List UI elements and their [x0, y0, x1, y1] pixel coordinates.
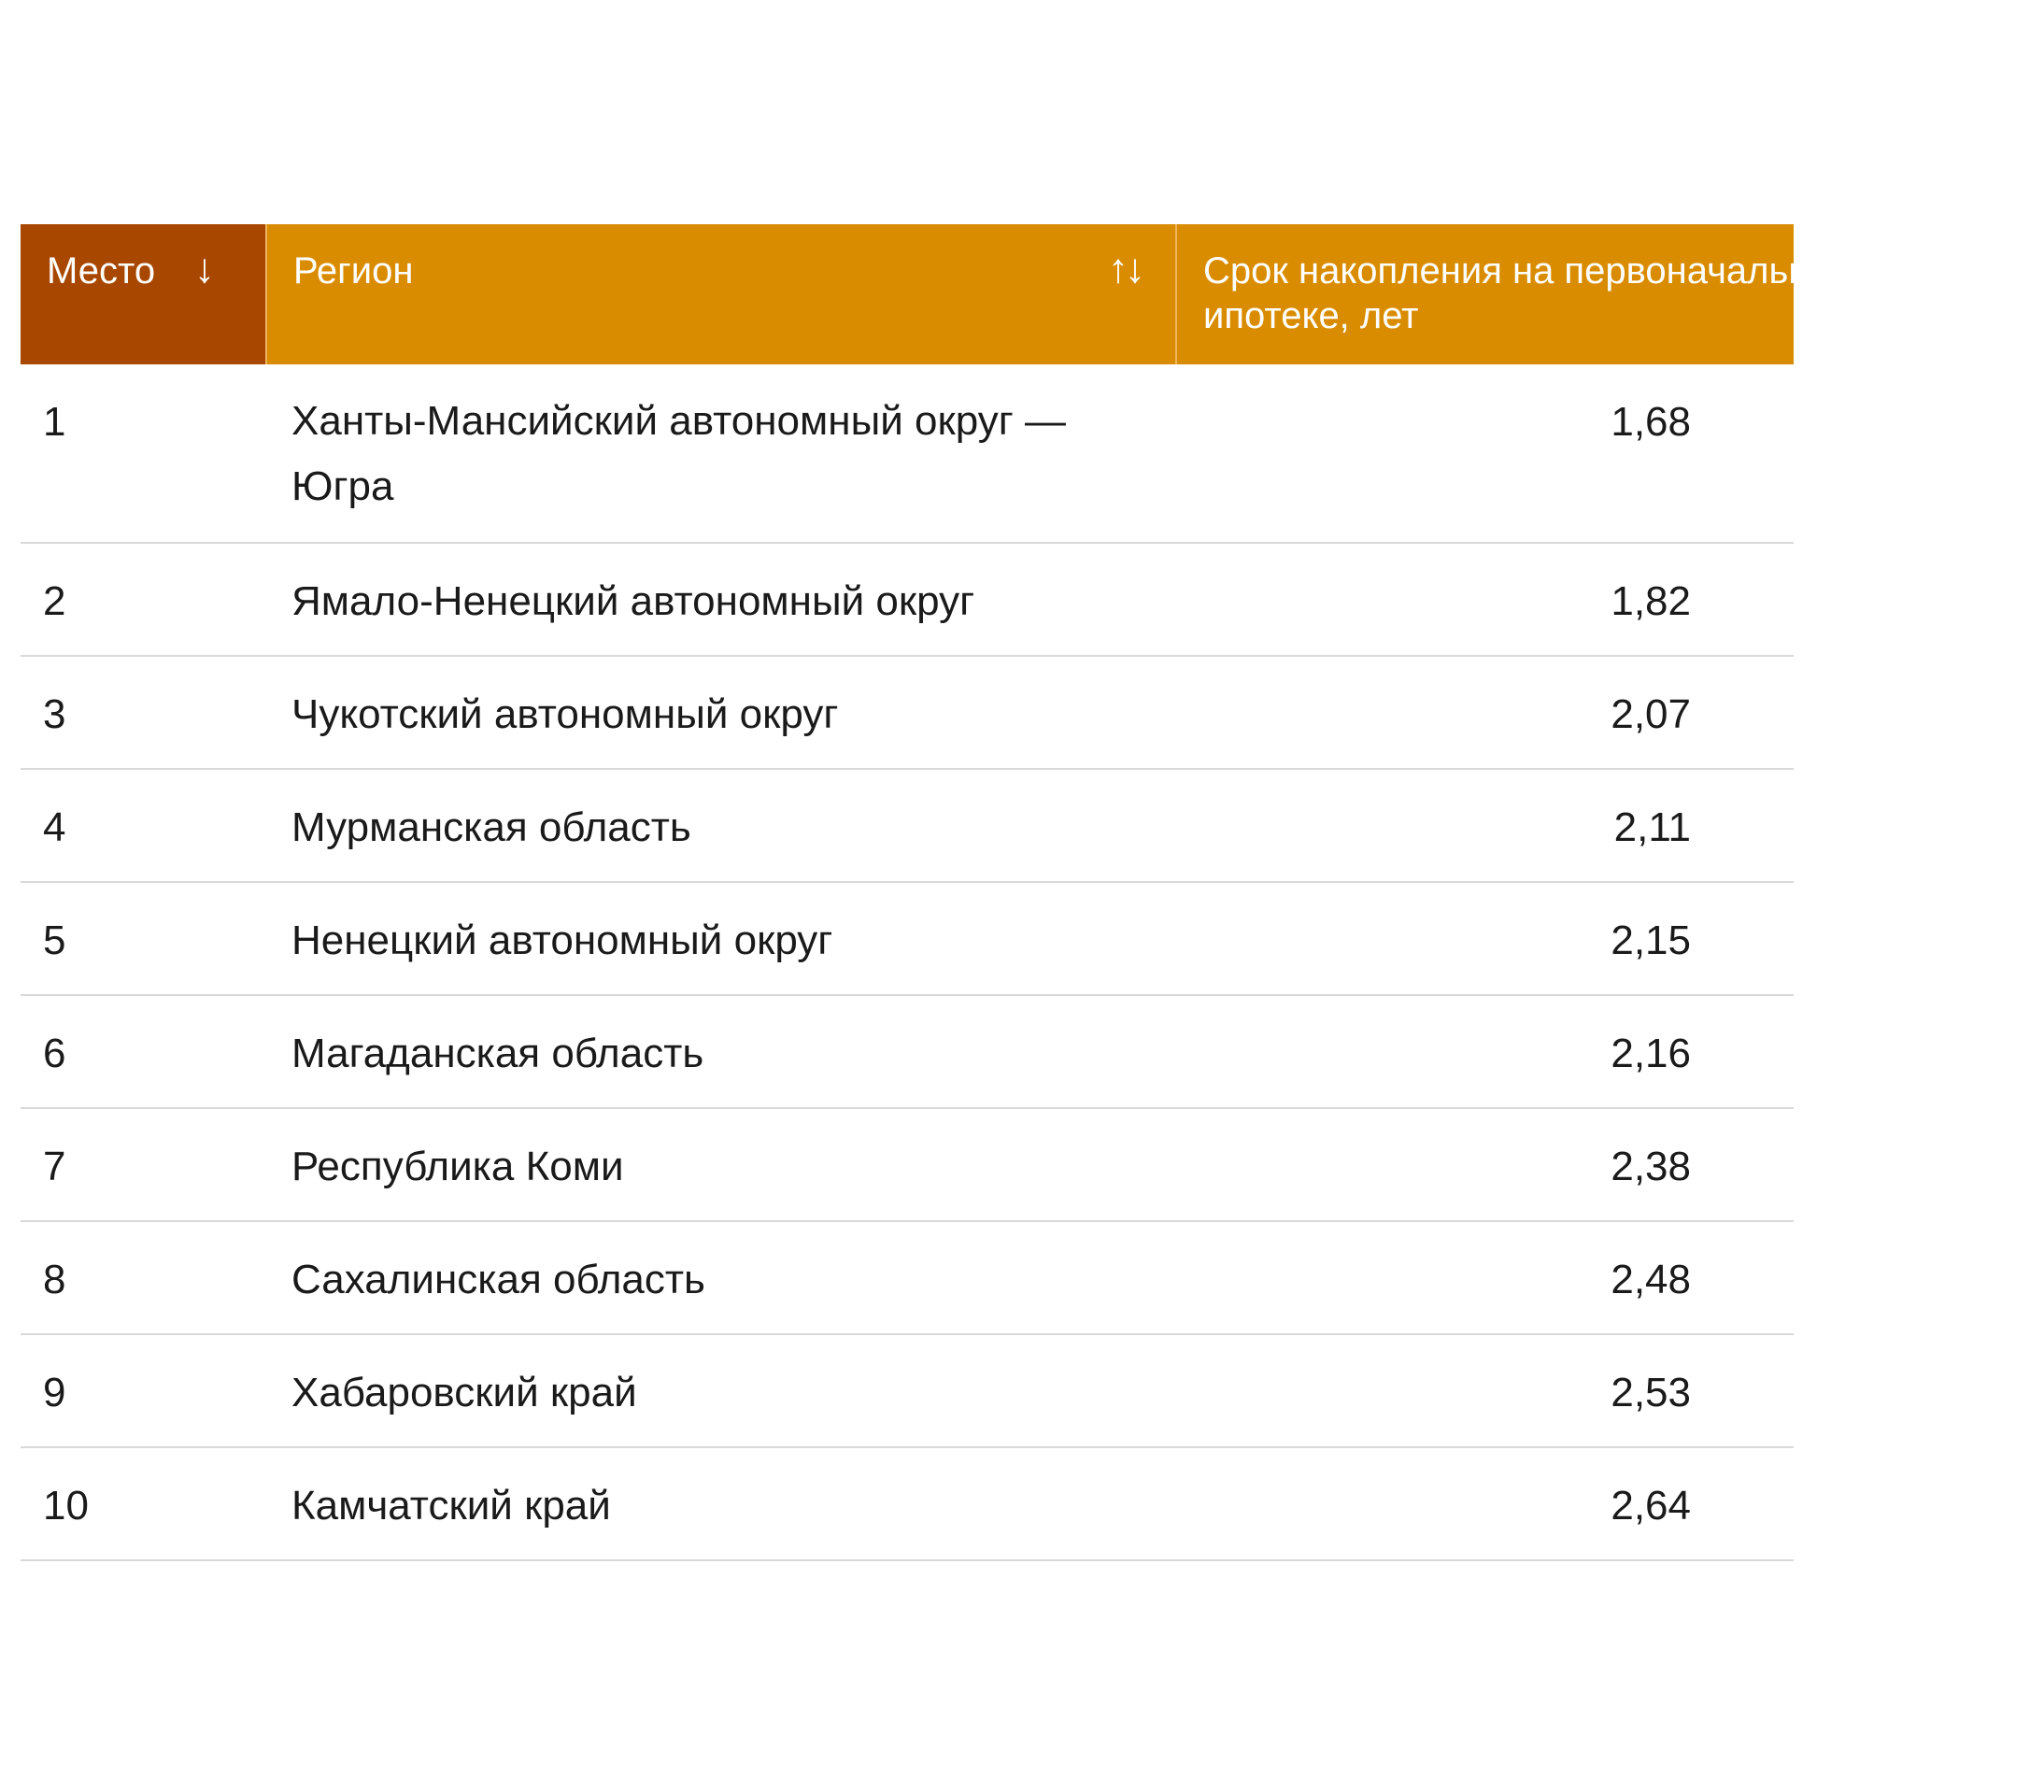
cell-place: 3 [43, 691, 66, 737]
cell-place: 2 [43, 578, 66, 624]
cell-region: Сахалинская область [291, 1257, 705, 1302]
cell-region: Республика Коми [291, 1144, 624, 1189]
cell-place: 7 [43, 1144, 66, 1189]
cell-place: 8 [43, 1257, 66, 1302]
cell-place: 9 [43, 1370, 66, 1415]
cell-years: 2,16 [1611, 1031, 1691, 1076]
table-row [21, 1448, 1794, 1561]
cell-place: 6 [43, 1031, 66, 1076]
cell-years: 2,53 [1611, 1370, 1691, 1415]
cell-region: Чукотский автономный округ [291, 691, 839, 737]
cell-years: 1,68 [1611, 399, 1691, 445]
ranking-table [21, 224, 2016, 1561]
table-row [21, 1222, 1794, 1335]
cell-region: Ненецкий автономный округ [291, 917, 833, 963]
cell-place: 4 [43, 804, 66, 850]
table-row [21, 883, 1794, 996]
cell-years: 1,82 [1611, 578, 1691, 624]
table-row [21, 996, 1794, 1109]
cell-region: Ханты-Мансийский автономный округ — Югра [291, 398, 1066, 509]
cell-region: Магаданская область [291, 1031, 704, 1076]
table-row [21, 657, 1794, 770]
column-header-region[interactable] [265, 224, 1175, 364]
table-row [21, 364, 1794, 544]
cell-years: 2,15 [1611, 917, 1691, 963]
table-row [21, 1109, 1794, 1222]
cell-place: 1 [43, 399, 66, 445]
cell-region: Хабаровский край [291, 1370, 637, 1415]
column-header-years[interactable] [1175, 224, 2016, 364]
column-header-region-label: Регион [293, 250, 414, 292]
cell-years: 2,64 [1611, 1483, 1691, 1529]
cell-years: 2,48 [1611, 1257, 1691, 1302]
table-row [21, 544, 1794, 657]
table-row [21, 1335, 1794, 1448]
cell-years: 2,07 [1611, 691, 1691, 737]
sort-toggle-icon[interactable]: ↑↓ [1108, 246, 1142, 292]
cell-place: 5 [43, 917, 66, 963]
column-header-place[interactable] [21, 224, 265, 364]
cell-years: 2,11 [1613, 804, 1691, 850]
column-header-place-label: Место [47, 250, 156, 292]
cell-region: Камчатский край [291, 1483, 611, 1529]
sort-descending-icon[interactable]: ↓ [194, 246, 215, 292]
table-header [21, 224, 2016, 364]
cell-years: 2,38 [1611, 1144, 1691, 1189]
table-row [21, 770, 1794, 883]
column-header-years-label: Срок накопления на первоначальный взнос по ипотеке, лет [1203, 250, 2016, 336]
cell-region: Ямало-Ненецкий автономный округ [291, 578, 975, 624]
cell-place: 10 [43, 1483, 89, 1529]
cell-region: Мурманская область [291, 804, 691, 850]
